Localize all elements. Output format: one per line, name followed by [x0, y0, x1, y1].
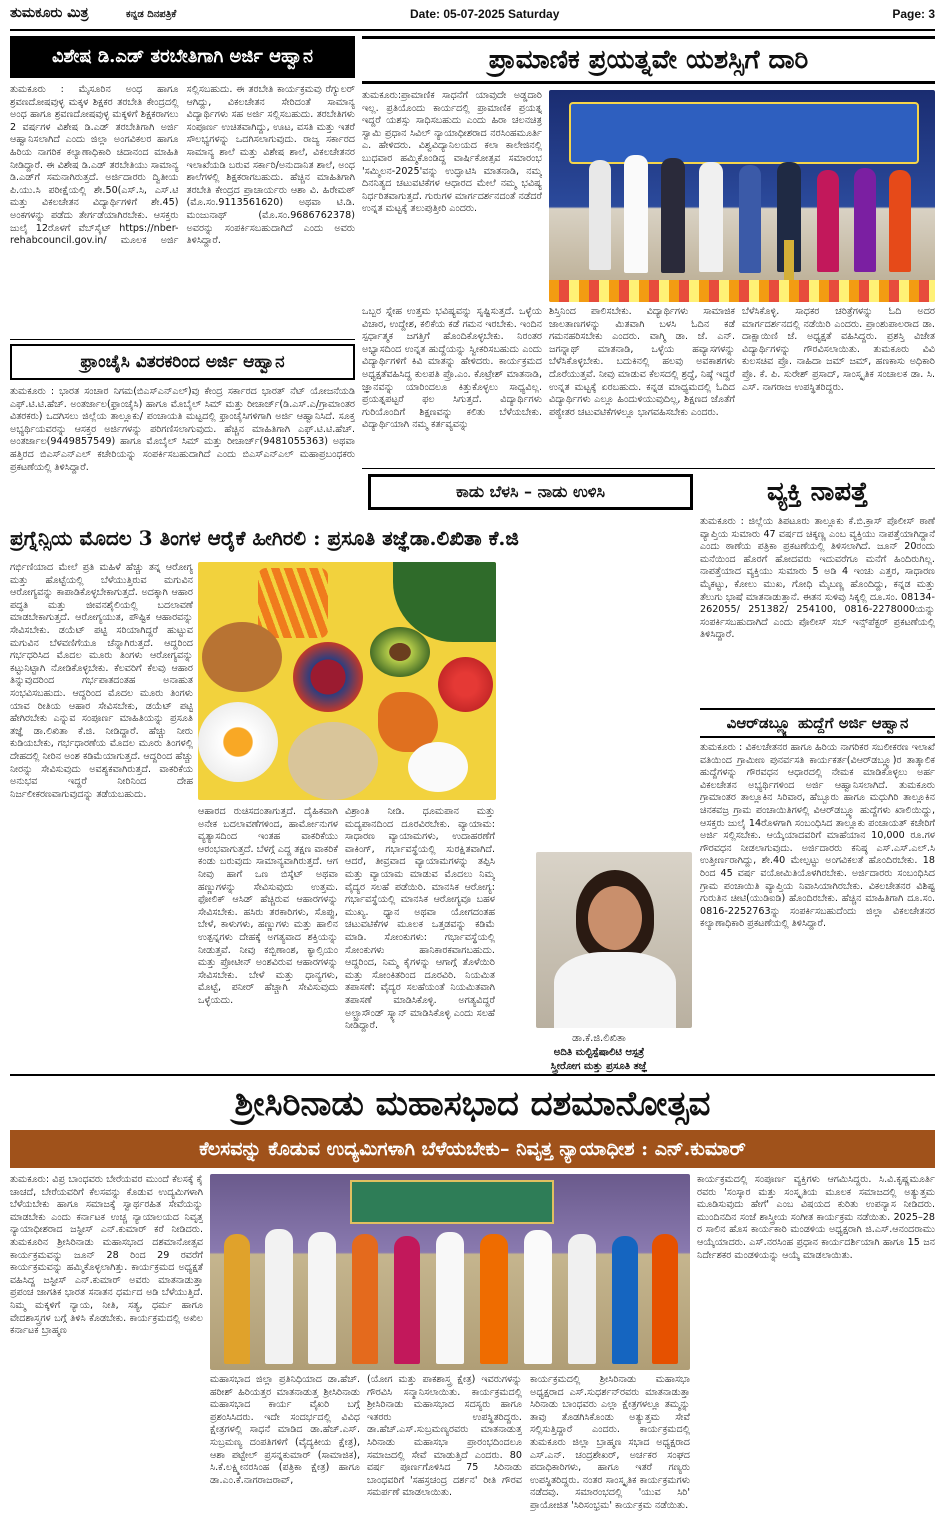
sirinadu-col3: (ಯೋಗ ಮತ್ತು ಪಾಕಶಾಸ್ತ್ರ ಕ್ಷೇತ್ರ) ಇವರುಗಳನ್ನು ಗೌರವಿಸಿ ಸನ್ಮಾನಿಸಲಾಯಿತು. ಕಾರ್ಯಕ್ರಮದಲ್ಲಿ ಶ್ರೀಸಿರಿನಾಡು ಮಹಾಸಭಾದ ಸದಸ್ಯರು ಹಾಗೂ ಇತರರು ಉಪಸ್ಥಿತರಿದ್ದರು. ಡಾ.ಹೆಚ್.ಎಸ್.ಸುಬ್ರಮಣ್ಯರವರು ಮಾತನಾಡುತ್ತ ಸಿರಿನಾಡು ಮಹಾಸಭಾ ಪ್ರಾರಂಭದಿಂದಲೂ ಸಮಾಜದಲ್ಲಿ ಸೇವೆ ಮಾಡುತ್ತಿದೆ ಎಂದರು. 80 ವರ್ಷ ಪೂರ್ಣಗೊಳಿಸಿದ 75 ಸಿರಿನಾಡು ಬಾಂಧವರಿಗೆ 'ಸಹಸ್ರಚಂದ್ರ ದರ್ಶನ' ರೀತಿ ಗೌರವ ಸಮರ್ಪಣೆ ಮಾಡಲಾಯಿತು.	[367, 1374, 522, 1499]
sirinadu-col4-text: ಕಾರ್ಯಕ್ರಮದಲ್ಲಿ ಶ್ರೀಸಿರಿನಾಡು ಮಹಾಸಭಾ ಅಧ್ಯಕ್ಷರಾದ ಎಸ್.ಸುಧರ್ಶನ್‌ರವರು ಮಾತನಾಡುತ್ತಾ ಸಿರಿನಾಡು ಬಾಂಧವರು ಎಲ್ಲಾ ಕ್ಷೇತ್ರಗಳಲ್ಲೂ ತಮ್ಮನ್ನು ತಾವು ತೊಡಗಿಸಿಕೊಂಡು ಅತ್ಯುತ್ತಮ ಸೇವೆ ಸಲ್ಲಿಸುತ್ತಿದ್ದಾರೆ ಎಂದರು. ಕಾರ್ಯಕ್ರಮದಲ್ಲಿ ತುಮಕೂರು ಜಿಲ್ಲಾ ಬ್ರಾಹ್ಮಣ ಸಭಾದ ಅಧ್ಯಕ್ಷರಾದ ಎಸ್.ಎನ್. ಚಂದ್ರಶೇಖರ್, ಅರ್ಚಕರ ಸಂಘದ ಪದಾಧಿಕಾರಿಗಳು, ಹಾಗೂ ಇತರೆ ಗಣ್ಯರು ಉಪಸ್ಥಿತರಿದ್ದರು. ನಂತರ ಸಾಂಸ್ಕೃತಿಕ ಕಾರ್ಯಕ್ರಮಗಳು ನಡೆದವು. ಸಮಾರಂಭದಲ್ಲಿ 'ಯುವ ಸಿರಿ' ಪ್ರಾಯೋಜಿತ 'ಸಿರಿಸಂಭ್ರಮ' ಕಾರ್ಯಕ್ರಮ ನಡೆಯಿತು.	[530, 1374, 690, 1511]
page-number: Page: 3	[892, 7, 935, 21]
masthead-rule	[10, 29, 935, 31]
person	[661, 158, 685, 273]
flower-decoration	[549, 280, 935, 302]
honesty-col2: ಒಬ್ಬರ ಸ್ನೇಹ ಉತ್ತಮ ಭವಿಷ್ಯವನ್ನು ಸೃಷ್ಟಿಸುತ್ತದೆ. ಒಳ್ಳೆಯ ವಿಚಾರ, ಉದ್ದೇಶ, ಕಲಿಕೆಯ ಕಡೆ ಗಮನ ಇರಬೇಕು. ಇಂದಿನ ಸ್ಪರ್ಧಾತ್ಮಕ ಜಗತ್ತಿಗೆ ಹೊಂದಿಕೊಳ್ಳಬೇಕು. ನಿರಂತರ ಅಭ್ಯಾಸದಿಂದ ಉನ್ನತ ಹುದ್ದೆಯನ್ನು ಸ್ವೀಕರಿಸಬಹುದು ಎಂದು ವಿದ್ಯಾರ್ಥಿಗಳಿಗೆ ಕಿವಿ ಮಾತನ್ನು ಹೇಳಿದರು. ಕಾರ್ಯಕ್ರಮದ ಅಧ್ಯಕ್ಷತೆವಹಿಸಿದ್ದ ಕುಲಪತಿ ಪ್ರೊ.ಎಂ. ಕೊಟ್ರೇಶ್ ಮಾತನಾಡಿ, ಜ್ಞಾನವನ್ನು ಯಾರಿಂದಲೂ ಕಿತ್ತುಕೊಳ್ಳಲು ಸಾಧ್ಯವಿಲ್ಲ. ಪ್ರಯತ್ನಪಟ್ಟರೆ ಫಲ ಸಿಗುತ್ತದೆ. ವಿದ್ಯಾರ್ಥಿಗಳು ಗುರಿಯೊಂದಿಗೆ ಶಿಕ್ಷಣವನ್ನು ಕಲಿತು ಬೆಳೆಯಬೇಕು. ವಿದ್ಯಾರ್ಥಿಯಾಗಿ ನಮ್ಮ ಕರ್ತವ್ಯವನ್ನು	[362, 306, 542, 431]
healthy-food-photo	[198, 562, 496, 800]
person	[352, 1234, 378, 1364]
franchise-headline: ಫ್ರಾಂಚೈಸಿ ವಿತರಕರಿಂದ ಅರ್ಜಿ ಆಹ್ವಾನ	[10, 344, 355, 380]
pregnancy-col3: ವಿಶ್ರಾಂತಿ ನೀಡಿ. ಧೂಮಪಾನ ಮತ್ತು ಮದ್ಯಪಾನದಿಂದ ದೂರವಿರಬೇಕು. ವ್ಯಾಯಾಮ: ಸಾಧಾರಣ ವ್ಯಾಯಾಮಗಳು, ಉದಾಹರಣೆಗೆ ವಾಕಿಂಗ್, ಗರ್ಭಾವಸ್ಥೆಯಲ್ಲಿ ಸುರಕ್ಷಿತವಾಗಿದೆ. ಆದರೆ, ತೀವ್ರವಾದ ವ್ಯಾಯಾಮಗಳನ್ನು ತಪ್ಪಿಸಿ ಮತ್ತು ವ್ಯಾಯಾಮ ಮಾಡುವ ಮೊದಲು ನಿಮ್ಮ ವೈದ್ಯರ ಸಲಹೆ ಪಡೆಯಿರಿ. ಮಾನಸಿಕ ಆರೋಗ್ಯ: ಗರ್ಭಾವಸ್ಥೆಯಲ್ಲಿ ಮಾನಸಿಕ ಆರೋಗ್ಯವೂ ಬಹಳ ಮುಖ್ಯ. ಧ್ಯಾನ ಅಥವಾ ಯೋಗದಂತಹ ಚಟುವಟಿಕೆಗಳ ಮೂಲಕ ಒತ್ತಡವನ್ನು ಕಡಿಮೆ ಮಾಡಿ. ಸೋಂಕುಗಳು: ಗರ್ಭಾವಸ್ಥೆಯಲ್ಲಿ ಸೋಂಕುಗಳು ಹಾನಿಕಾರಕವಾಗಬಹುದು. ಆದ್ದರಿಂದ, ನಿಮ್ಮ ಕೈಗಳನ್ನು ಆಗಾಗ್ಗೆ ತೊಳೆಯಿರಿ ಮತ್ತು ಸೋಂಕಿತರಿಂದ ದೂರವಿರಿ. ನಿಯಮಿತ ತಪಾಸಣೆ: ವೈದ್ಯರ ಸಲಹೆಯಂತೆ ನಿಯಮಿತವಾಗಿ ತಪಾಸಣೆ ಮಾಡಿಸಿಕೊಳ್ಳಿ. ಅಗತ್ಯವಿದ್ದರೆ ಅಲ್ಟ್ರಾಸೌಂಡ್ ಸ್ಕ್ಯಾನ್ ಮಾಡಿಸಿಕೊಳ್ಳಿ ಎಂದು ಸಲಹೆ ನೀಡಿದ್ದಾರೆ.	[345, 806, 495, 1032]
yogurt-bowl	[408, 742, 468, 792]
honesty-headline: ಪ್ರಾಮಾಣಿಕ ಪ್ರಯತ್ನವೇ ಯಶಸ್ಸಿಗೆ ದಾರಿ	[362, 36, 935, 84]
divider	[10, 339, 355, 340]
person	[265, 1229, 293, 1364]
person	[889, 170, 911, 272]
honesty-col3: ಶಿಸ್ತಿನಿಂದ ಪಾಲಿಸಬೇಕು. ವಿದ್ಯಾರ್ಥಿಗಳು ಸಾಮಾಜಿಕ ಜಾಲತಾಣಗಳನ್ನು ಮಿತವಾಗಿ ಬಳಸಿ ಓದಿನ ಕಡೆ ಗಮನಹರಿಸಬೇಕು ಎಂದರು. ವಾಗ್ಮಿ ಡಾ. ಜೆ. ಎನ್. ಜಗನ್ನಾಥ್ ಮಾತನಾಡಿ, ಒಳ್ಳೆಯ ಹವ್ಯಾಸಗಳನ್ನು ಬೆಳೆಸಿಕೊಳ್ಳಬೇಕು. ಬದುಕಿನಲ್ಲಿ ಹಲವು ಅವಕಾಶಗಳು ದೊರೆಯುತ್ತವೆ. ನೀವು ಮಾಡುವ ಕೆಲಸದಲ್ಲಿ ಶ್ರದ್ಧೆ, ನಿಷ್ಠೆ ಇದ್ದರೆ ಉನ್ನತ ಮಟ್ಟಕ್ಕೆ ಏರಬಹುದು. ಕನ್ನಡ ಮಾಧ್ಯಮದಲ್ಲಿ ಓದಿದ ವಿದ್ಯಾರ್ಥಿಗಳು ಎಲ್ಲೂ ಹಿಂದುಳಿಯುವುದಿಲ್ಲ, ಶಿಕ್ಷಣದ ಜೊತೆಗೆ ಪಠ್ಯೇತರ ಚಟುವಟಿಕೆಗಳಲ್ಲೂ ಭಾಗವಹಿಸಬೇಕು ಎಂದರು.	[549, 306, 735, 418]
person	[224, 1234, 250, 1364]
vrw-headline: ವಿಆರ್‌ಡಬ್ಲ್ಯೂ ಹುದ್ದೆಗೆ ಅರ್ಜಿ ಆಹ್ವಾನ	[700, 708, 935, 738]
sirinadu-col2: ಮಹಾಸಭಾದ ಜಿಲ್ಲಾ ಪ್ರತಿನಿಧಿಯಾದ ಡಾ.ಹೆಚ್. ಹರೀಶ್ ಹಿರಿಯತ್ತರ ಮಾತನಾಡುತ್ತ ಶ್ರೀಸಿರಿನಾಡು ಮಹಾಸಭಾದ ಕಾರ್ಯ ವೈಖರಿ ಬಗ್ಗೆ ಪ್ರಶಂಸಿಸಿದರು. ಇದೇ ಸಂದರ್ಭದಲ್ಲಿ ವಿವಿಧ ಕ್ಷೇತ್ರಗಳಲ್ಲಿ ಸಾಧನೆ ಮಾಡಿದ ಡಾ.ಹೆಚ್.ಎಸ್. ಸುಬ್ರಮಣ್ಯ ದಂಪತಿಗಳಿಗೆ (ವೈದ್ಯಕೀಯ ಕ್ಷೇತ್ರ), ಆಶಾ ಪಟ್ಟೇಲ್ ಪ್ರಸನ್ನಕುಮಾರ್ (ಸಾಮಾಜಿಕ), ಸಿ.ಕೆ.ಲಕ್ಷ್ಮೀನರಸಿಂಹ (ಪತ್ರಿಕಾ ಕ್ಷೇತ್ರ) ಹಾಗೂ ಡಾ.ಎಂ.ಕೆ.ನಾಗರಾಜರಾವ್,	[210, 1374, 360, 1486]
person	[308, 1232, 336, 1364]
logo: ತುಮಕೂರು ಮಿತ್ರ	[10, 5, 89, 21]
franchise-body: ತುಮಕೂರು : ಭಾರತ ಸಂಚಾರ ನಿಗಮ(ಬಿಎಸ್‌ಎನ್‌ಎಲ್)ವು ಕೇಂದ್ರ ಸರ್ಕಾರದ ಭಾರತ್ ನೆಟ್ ಯೋಜನೆಯಡಿ ಎಫ್.ಟಿ.ಟಿ.ಹೆಚ್. ಅಂತರ್ಜಾಲ(ಫ್ರಾಂಚೈಸಿ) ಹಾಗೂ ಮೊಬೈಲ್ ಸಿಮ್ ಮತ್ತು ರೀಚಾರ್ಜ್(ಡಿ.ಎಸ್.ಎ/ಗ್ರಾಮಾಂತರ ವಿತರಕರು) ಒದಗಿಸಲು ಜಿಲ್ಲೆಯ ತಾಲ್ಲೂಕು/ ಪಂಚಾಯತಿ ಮಟ್ಟದಲ್ಲಿ ಫ್ರಾಂಚೈಸಿಗಳಿಗಾಗಿ ಅರ್ಜಿ ಆಹ್ವಾನಿಸಿದೆ. ಸೂಕ್ತ ಅಭ್ಯರ್ಥಿಯವರನ್ನು ಆಸಕ್ತರ ಅರ್ಜಿಗಳನ್ನು ಪರಿಗಣಿಸಲಾಗುವುದು. ಹೆಚ್ಚಿನ ಮಾಹಿತಿಗಾಗಿ ಎಫ್.ಟಿ.ಟಿ.ಹೆಚ್. ಅಂತರ್ಜಾಲ(9449857549) ಹಾಗೂ ಮೊಬೈಲ್ ಸಿಮ್ ಮತ್ತು ರೀಚಾರ್ಜ್(9481055363) ಅಥವಾ ಹತ್ತಿರದ ಬಿಎಸ್‌ಎನ್‌ಎಲ್ ಕಚೇರಿಯನ್ನು ಸಂಪರ್ಕಿಸಬಹುದಾಗಿದೆ ಎಂದು ಬಿಎಸ್‌ಎನ್‌ಎಲ್ ಮಹಾಪ್ರಬಂಧಕರು ಪ್ರಕಟಣೆಯಲ್ಲಿ ತಿಳಿಸಿದ್ದಾರೆ.	[10, 386, 355, 473]
doctor-photo	[536, 852, 692, 1028]
deled-headline: ವಿಶೇಷ ಡಿ.ಎಡ್ ತರಬೇತಿಗಾಗಿ ಅರ್ಜಿ ಆಹ್ವಾನ	[10, 36, 355, 78]
vrw-body: ತುಮಕೂರು : ವಿಕಲಚೇತನರ ಹಾಗೂ ಹಿರಿಯ ನಾಗರಿಕರ ಸಬಲೀಕರಣ ಇಲಾಖೆ ವತಿಯಿಂದ ಗ್ರಾಮೀಣ ಪುನರ್ವಸತಿ ಕಾರ್ಯಕರ್ತ(ವಿಆರ್‌ಡಬ್ಲ್ಯೂ)ರ ತಾತ್ಕಾಲಿಕ ಹುದ್ದೆಗಳನ್ನು ಗೌರವಧನ ಆಧಾರದಲ್ಲಿ ನೇಮಕ ಮಾಡಿಕೊಳ್ಳಲು ಅರ್ಹ ವಿಕಲಚೇತನ ಅಭ್ಯರ್ಥಿಗಳಿಂದ ಅರ್ಜಿ ಆಹ್ವಾನಿಸಲಾಗಿದೆ. ತುಮಕೂರು ಗ್ರಾಮಾಂತರ ತಾಲ್ಲೂಕಿನ ಸಿರಿವಾರ, ಹೆಬ್ಬೂರು ಹಾಗೂ ಮಧುಗಿರಿ ತಾಲ್ಲೂಕಿನ ಚಿನಕವಜ್ರ ಗ್ರಾಮ ಪಂಚಾಯಿತಿಗಳಲ್ಲಿ ವಿಆರ್‌ಡಬ್ಲ್ಯೂ ಹುದ್ದೆಗಳು ಖಾಲಿಯಿದ್ದು, ಆಸಕ್ತರು ಜುಲೈ 14ರೊಳಗಾಗಿ ಸಂಬಂಧಿಸಿದ ತಾಲ್ಲೂಕು ಪಂಚಾಯತ್ ಕಚೇರಿಗೆ ಅರ್ಜಿ ಸಲ್ಲಿಸಬೇಕು. ಆಯ್ಕೆಯಾದವರಿಗೆ ಮಾಹೆಯಾನ 10,000 ರೂ.ಗಳ ಗೌರವಧನ ನೀಡಲಾಗುವುದು. ಅರ್ಜಿದಾರರು ಕನಿಷ್ಠ ಎಸ್.ಎಸ್.ಎಲ್.ಸಿ ಉತ್ತೀರ್ಣರಾಗಿದ್ದು, ಶೇ.40 ಮೇಲ್ಪಟ್ಟು ಅಂಗವಿಕಲತೆ ಹೊಂದಿರಬೇಕು. 18 ರಿಂದ 45 ವರ್ಷ ವಯೋಮಿತಿಯೊಳಗಿರಬೇಕು. ಅರ್ಜಿದಾರರು ಸಂಬಂಧಿಸಿದ ಗ್ರಾಮ ಪಂಚಾಯಿತಿ ವ್ಯಾಪ್ತಿಯ ನಿವಾಸಿಯಾಗಿರಬೇಕು. ವಿಕಲಚೇತನರ ವಿಶಿಷ್ಟ ಗುರುತಿನ ಚೀಟಿ(ಯುಡಿಐಡಿ) ಹೊಂದಿರಬೇಕು. ಹೆಚ್ಚಿನ ಮಾಹಿತಿಗಾಗಿ ದೂ.ಸಂ. 0816-2252763ನ್ನು ಸಂಪರ್ಕಿಸಬಹುದೆಂದು ಜಿಲ್ಲಾ ವಿಕಲಚೇತನರ ಕಲ್ಯಾಣಾಧಿಕಾರಿ ಪ್ರಕಟಣೆಯಲ್ಲಿ ತಿಳಿಸಿದ್ದಾರೆ.	[700, 742, 935, 930]
doctor-hospital: ಅದಿತಿ ಮಲ್ಟಿಸ್ಪೆಷಾಲಿಟಿ ಆಸ್ಪತ್ರೆ	[553, 1047, 645, 1058]
divider	[10, 1074, 935, 1076]
grain-bowl	[288, 722, 378, 800]
person	[394, 1236, 420, 1364]
person	[652, 1234, 678, 1364]
person	[612, 1236, 638, 1364]
sirinadu-subheadline: ಕೆಲಸವನ್ನು ಕೊಡುವ ಉದ್ಯಮಿಗಳಾಗಿ ಬೆಳೆಯಬೇಕು– ನಿವೃತ್ತ ನ್ಯಾಯಾಧೀಶ : ಎನ್.ಕುಮಾರ್	[10, 1130, 935, 1168]
carrots	[258, 568, 328, 638]
person	[524, 1230, 552, 1364]
person	[624, 155, 648, 273]
eggs	[198, 702, 278, 782]
sirinadu-col5: ಕಾರ್ಯಕ್ರಮದಲ್ಲಿ ಸಂಪೂರ್ಣ ವ್ಯಕ್ತಿಗಳು ಆಗಮಿಸಿದ್ದರು. ಸಿ.ವಿ.ಕೃಷ್ಣಮೂರ್ತಿ ರವರು 'ಸಂಸ್ಕಾರ ಮತ್ತು ಸಂಸ್ಕೃತಿಯ ಮೂಲಕ ಸಮಾಜದಲ್ಲಿ ಅತ್ಯುತ್ತಮ ಮೂಡಿಸುವುದು ಹೇಗೆ' ಎಂಬ ವಿಷಯದ ಕುರಿತು ಉಪನ್ಯಾಸ ನೀಡಿದರು. ಮುಂದಿನದಿನ ಸಂಜೆ ಶಾಸ್ತ್ರೀಯ ಸಂಗೀತ ಕಾರ್ಯಕ್ರಮ ನಡೆಯಿತು. 2025–28 ರ ಸಾಲಿನ ಹೊಸ ಕಾರ್ಯಕಾರಿ ಮಂಡಳಿಯ ಅಧ್ಯಕ್ಷರಾಗಿ ಜಿ.ಎಸ್.ಆನಂದರಾಮು ಆಯ್ಕೆಯಾದರು. ಎಸ್.ನರಸಿಂಹ ಪ್ರಧಾನ ಕಾರ್ಯದರ್ಶಿಯಾಗಿ ಹಾಗೂ 15 ಜನ ನಿರ್ದೇಶಕರ ಮಂಡಳಿಯನ್ನು ಆಯ್ಕೆ ಮಾಡಲಾಯಿತು.	[697, 1174, 935, 1261]
honesty-col1: ತುಮಕೂರು:ಪ್ರಾಮಾಣಿಕ ಸಾಧನೆಗೆ ಯಾವುದೇ ಅಡ್ಡದಾರಿ ಇಲ್ಲ. ಪ್ರತಿಯೊಂದು ಕಾರ್ಯದಲ್ಲಿ ಪ್ರಾಮಾಣಿಕ ಪ್ರಯತ್ನ ಇದ್ದರೆ ಯಶಸ್ಸು ಸಾಧಿಸಬಹುದು ಎಂದು ಹಿರಾ ಚಲನಚಿತ್ರ ಸ್ವಾಮಿ ಪ್ರಧಾನ ಸಿವಿಲ್ ನ್ಯಾಯಾಧೀಶರಾದ ನರಸಿಂಹಮೂರ್ತಿ ಎ. ಹೇಳಿದರು. ವಿಶ್ವವಿದ್ಯಾನಿಲಯದ ಕಲಾ ಕಾಲೇಜಿನಲ್ಲಿ ಬುಧವಾರ ಹಮ್ಮಿಕೊಂಡಿದ್ದ ವಾರ್ಷಿಕೋತ್ಸವ ಸಮಾರಂಭ 'ಸಮ್ಮಿಲನ-2025'ವನ್ನು ಉದ್ಘಾಟಿಸಿ ಮಾತನಾಡಿ, ನಮ್ಮ ದಿನನಿತ್ಯದ ಚಟುವಟಿಕೆಗಳ ಆಧಾರದ ಮೇಲೆ ನಮ್ಮ ಭವಿಷ್ಯ ನಿರ್ಧರಿತವಾಗುತ್ತದೆ. ಗುರುಗಳ ಮಾರ್ಗದರ್ಶನದಂತೆ ನಡೆದರೆ ಉನ್ನತ ಮಟ್ಟಕ್ಕೆ ತಲುಪುತ್ತೀರಿ ಎಂದರು.	[362, 90, 542, 215]
university-event-photo	[549, 90, 935, 302]
avocado	[370, 627, 430, 677]
ceremony-photo	[210, 1174, 690, 1370]
sirinadu-col1: ತುಮಕೂರು: ವಿಪ್ರ ಬಾಂಧವರು ಬೇರೆಯವರ ಮುಂದೆ ಕೆಲಸಕ್ಕೆ ಕೈ ಚಾಚದೆ, ಬೇರೆಯವರಿಗೆ ಕೆಲಸವನ್ನು ಕೊಡುವ ಉದ್ಯಮಿಗಳಾಗಿ ಬೆಳೆಯಬೇಕು ಹಾಗೂ ಸಮಾಜಕ್ಕೆ ಸ್ವಾರ್ಥರಹಿತ ಸೇವೆಯನ್ನು ಮಾಡಬೇಕು ಎಂದು ಕರ್ನಾಟಕ ಉಚ್ಚ ನ್ಯಾಯಾಲಯದ ನಿವೃತ್ತ ನ್ಯಾಯಾಧೀಶರಾದ ಜಸ್ಟೀಸ್ ಎನ್.ಕುಮಾರ್ ಕರೆ ನೀಡಿದರು. ತುಮಕೂರಿನ ಶ್ರೀಸಿರಿನಾಡು ಮಹಾಸಭಾದ ದಶಮಾನೋತ್ಸವ ಕಾರ್ಯಕ್ರಮವನ್ನು ಜೂನ್ 28 ರಿಂದ 29 ರವರೆಗೆ ಕಾರ್ಯಕ್ರಮವನ್ನು ಹಮ್ಮಿಕೊಳ್ಳಲಾಗಿತ್ತು. ಕಾರ್ಯಕ್ರಮದ ಅಧ್ಯಕ್ಷತೆ ವಹಿಸಿದ್ದ ಜಸ್ಟೀಸ್ ಎನ್.ಕುಮಾರ್ ಅವರು ಮಾತನಾಡುತ್ತಾ ಪ್ರಪಂಚ ಜಾಗತಿಕ ಭಾರತ ಸನಾತನ ಧರ್ಮದ ಅಡಿ ಬೆಳೆಯುತ್ತಿದೆ. ನಿಮ್ಮ ಮಕ್ಕಳಿಗೆ ನ್ಯಾಯ, ನೀತಿ, ಸತ್ಯ, ಧರ್ಮ ಹಾಗೂ ವೇದಶಾಸ್ತ್ರಗಳ ಬಗ್ಗೆ ತಿಳಿಸಿ ಕೊಡಬೇಕು. ಕಾರ್ಯಕ್ರಮದಲ್ಲಿ ಅಖಿಲ ಕರ್ನಾಟಕ ಬ್ರಾಹ್ಮಣ	[10, 1174, 203, 1337]
person	[480, 1234, 508, 1364]
doctor-name: ಡಾ.ಕೆ.ಜಿ.ಲಿಖಿತಾ	[572, 1033, 626, 1044]
masthead	[10, 4, 935, 30]
person	[699, 162, 723, 272]
missing-body: ತುಮಕೂರು : ಜಿಲ್ಲೆಯ ತಿಪಟೂರು ತಾಲ್ಲೂಕು ಕೆ.ಬಿ.ಕ್ರಾಸ್ ಪೊಲೀಸ್ ಠಾಣೆ ವ್ಯಾಪ್ತಿಯ ಸುಮಾರು 47 ವರ್ಷದ ಚಿಕ್ಕಣ್ಣ ಎಂಬ ವ್ಯಕ್ತಿಯು ನಾಪತ್ತೆಯಾಗಿದ್ದಾನೆ ಎಂದು ಠಾಣೆಯ ಪತ್ರಿಕಾ ಪ್ರಕಟಣೆಯಲ್ಲಿ ತಿಳಿಸಲಾಗಿದೆ. ಜೂನ್ 20ರಂದು ಮನೆಯಿಂದ ಹೊರಗೆ ಹೋದವರು ಇದುವರೆಗೂ ಮನೆಗೆ ಹಿಂದಿರುಗಿಲ್ಲ. ನಾಪತ್ತೆಯಾದ ವ್ಯಕ್ತಿಯು ಸುಮಾರು 5 ಅಡಿ 4 ಇಂಚು ಎತ್ತರ, ಸಾಧಾರಣ ಮೈಕಟ್ಟು, ಕೋಲು ಮುಖ, ಗೋಧಿ ಮೈಬಣ್ಣ ಹೊಂದಿದ್ದು, ಕನ್ನಡ ಮತ್ತು ತೆಲುಗು ಭಾಷೆ ಮಾತನಾಡುತ್ತಾನೆ. ಈತನ ಸುಳಿವು ಸಿಕ್ಕಲ್ಲಿ ದೂ.ಸಂ. 08134-262055/ 251382/ 254100, 0816-2278000ಯನ್ನು ಸಂಪರ್ಕಿಸಬಹುದಾಗಿದೆ ಎಂದು ಪೊಲೀಸ್ ಸಬ್ ಇನ್ಸ್‌ಪೆಕ್ಟರ್ ಪ್ರಕಟಣೆಯಲ್ಲಿ ತಿಳಿಸಿದ್ದಾರೆ.	[700, 516, 935, 641]
tagline: ಕನ್ನಡ ದಿನಪತ್ರಿಕೆ	[126, 9, 177, 20]
pregnancy-headline: ಪ್ರಗ್ನೆನ್ಸಿಯ ಮೊದಲ 3 ತಿಂಗಳ ಆರೈಕೆ ಹೀಗಿರಲಿ : ಪ್ರಸೂತಿ ತಜ್ಞೆಡಾ.ಲಿಖಿತಾ ಕೆ.ಜಿ	[10, 526, 519, 550]
person	[739, 165, 761, 273]
divider	[362, 468, 935, 469]
doctor-specialty: ಸ್ತ್ರೀರೋಗ ಮತ್ತು ಪ್ರಸೂತಿ ತಜ್ಞೆ	[550, 1061, 648, 1072]
page-date: Date: 05-07-2025 Saturday	[410, 7, 560, 21]
person	[436, 1232, 464, 1364]
pregnancy-col1: ಗರ್ಭಿಣಿಯಾದ ಮೇಲೆ ಪ್ರತಿ ಮಹಿಳೆ ಹೆಚ್ಚು ತನ್ನ ಆರೋಗ್ಯ ಮತ್ತು ಹೊಟ್ಟೆಯಲ್ಲಿ ಬೆಳೆಯುತ್ತಿರುವ ಮಗುವಿನ ಆರೋಗ್ಯವನ್ನು ಕಾಪಾಡಿಕೊಳ್ಳಬೇಕಾಗುತ್ತದೆ. ಅದಕ್ಕಾಗಿ ಆಹಾರ ಪದ್ಧತಿ ಮತ್ತು ಜೀವನಶೈಲಿಯಲ್ಲಿ ಬದಲಾವಣೆ ಮಾಡಬೇಕಾಗುತ್ತದೆ. ಆರೋಗ್ಯಯುತ, ಪೌಷ್ಟಿಕ ಆಹಾರವನ್ನು ಸೇವಿಸಬೇಕು. ಡಯೆಟ್ ಪಟ್ಟಿ ಸರಿಯಾಗಿದ್ದರೆ ಹುಟ್ಟುವ ಮಗುವಿನ ಬೆಳವಣಿಗೆಯೂ ಚೆನ್ನಾಗಿರುತ್ತದೆ. ಆದ್ದರಿಂದ ಗರ್ಭಧರಿಸಿದ ಮೊದಲ ಮೂರು ತಿಂಗಳು ಆರೋಗ್ಯವನ್ನು ಕಟ್ಟುನಿಟ್ಟಾಗಿ ನೋಡಿಕೊಳ್ಳಬೇಕು. ಕೆಲವರಿಗೆ ಕೆಲವು ಆಹಾರ ತಿನ್ನುವುದರಿಂದ ಗರ್ಭಪಾತದಂತಹ ಅನಾಹುತ ಸಂಭವಿಸಬಹುದು. ಆದ್ದರಿಂದ ಮೊದಲ ಮೂರು ತಿಂಗಳು ಯಾವ ರೀತಿಯ ಆಹಾರ ಸೇವಿಸಬೇಕು, ಡಯೆಟ್ ಪಟ್ಟಿ ಹೇಗಿರಬೇಕು ಎನ್ನುವ ಸಂಪೂರ್ಣ ಮಾಹಿತಿಯನ್ನು ಪ್ರಸೂತಿ ತಜ್ಞೆ ಡಾ.ಲಿಖಿತಾ ಕೆ.ಜಿ. ನೀಡಿದ್ದಾರೆ. ಹೆಚ್ಚು ನೀರು ಕುಡಿಯಬೇಕು, ಗರ್ಭಧಾರಣೆಯ ಮೊದಲ ಮೂರು ತಿಂಗಳಲ್ಲಿ ದೇಹದಲ್ಲಿ ನೀರಿನ ಅಂಶ ಕಡಿಮೆಯಾಗುತ್ತದೆ. ಆದ್ದರಿಂದ ಹೆಚ್ಚು ನೀರನ್ನು ಸೇವಿಸುವುದು ಅವಶ್ಯಕವಾಗಿರುತ್ತದೆ. ವಾಕರಿಕೆಯ ಅನುಭವ ಇದ್ದರೆ ನೀರಿನಿಂದ ದೇಹ ನಿರ್ಜಲೀಕರಣವಾಗುವುದನ್ನು ತಡೆಯಬಹುದು.	[10, 562, 193, 800]
slogan-box: ಕಾಡು ಬೆಳಸಿ – ನಾಡು ಉಳಿಸಿ	[368, 474, 693, 510]
person	[568, 1234, 596, 1364]
stage-banner	[350, 1180, 554, 1224]
tomatoes	[438, 657, 493, 712]
person	[589, 160, 611, 270]
doctor-coat	[554, 952, 676, 1028]
pregnancy-col2: ಆಹಾರದ ರುಚಿಸದಂತಾಗುತ್ತದೆ. ದೈಹಿಕವಾಗಿ ಅನೇಕ ಬದಲಾವಣೆಗಳಿಂದ, ಹಾರ್ಮೋನುಗಳ ವ್ಯತ್ಯಾಸದಿಂದ ಇಂತಹ ವಾಕರಿಕೆಯು ಆರಂಭವಾಗುತ್ತದೆ. ಬೆಳಗ್ಗೆ ಎದ್ದ ತಕ್ಷಣ ವಾಕರಿಕೆ ಕಂಡು ಬರುವುದು ಸಾಮಾನ್ಯವಾಗಿರುತ್ತದೆ. ಆಗ ನೀವು ಹಾಗೆ ಒಣ ಬಿಸ್ಕೆಟ್ ಅಥವಾ ಹಣ್ಣುಗಳನ್ನು ಸೇವಿಸುವುದು ಉತ್ತಮ. ಫೋಲಿಕ್ ಆಸಿಡ್ ಹೆಚ್ಚಿರುವ ಆಹಾರಗಳನ್ನು ಸೇವಿಸಬೇಕು. ಹಸಿರು ತರಕಾರಿಗಳು, ಸೊಪ್ಪು, ಬೇಳೆ, ಕಾಳುಗಳು, ಹಣ್ಣುಗಳು ಮತ್ತು ಹಾಲಿನ ಉತ್ಪನ್ನಗಳು ದೇಹಕ್ಕೆ ಅಗತ್ಯವಾದ ಶಕ್ತಿಯನ್ನು ನೀಡುತ್ತವೆ. ನೀವು ಕಬ್ಬಿಣಾಂಶ, ಕ್ಯಾಲ್ಸಿಯಂ ಮತ್ತು ಪ್ರೋಟೀನ್ ಅಂಶವಿರುವ ಆಹಾರಗಳನ್ನು ಸೇವಿಸಬೇಕು. ಬೇಳೆ ಮತ್ತು ಧಾನ್ಯಗಳು, ಮೊಟ್ಟೆ, ಪನೀರ್ ಹೆಚ್ಚಾಗಿ ಸೇವಿಸುವುದು ಒಳ್ಳೆಯದು.	[198, 806, 338, 1006]
honesty-col4: ಬೆಳೆಸಿಕೊಳ್ಳಿ. ಸಾಧಕರ ಚರಿತ್ರೆಗಳನ್ನು ಓದಿ ಅದರ ಮಾರ್ಗದರ್ಶನದಲ್ಲಿ ನಡೆಯಿರಿ ಎಂದರು. ಪ್ರಾಂಶುಪಾಲರಾದ ಡಾ. ದಾಕ್ಷಾಯಿಣಿ ಜೆ. ಅಧ್ಯಕ್ಷತೆ ವಹಿಸಿದ್ದರು. ಪ್ರಶಸ್ತಿ ವಿಜೇತ ವಿದ್ಯಾರ್ಥಿಗಳನ್ನು ಗೌರವಿಸಲಾಯಿತು. ತುಮಕೂರು ವಿವಿ ಕುಲಸಚಿವ ಪ್ರೊ. ನಾಹಿದಾ ಜಮ್ ಜಮ್, ಹಣಕಾಸು ಅಧಿಕಾರಿ ಪ್ರೊ. ಕೆ. ಪಿ. ಸುರೇಶ್ ಪ್ರಸಾದ್, ಸಾಂಸ್ಕೃತಿಕ ಸಂಚಾಲಕ ಡಾ. ಸಿ. ಎಸ್. ನಾಗರಾಜ ಉಪಸ್ಥಿತರಿದ್ದರು.	[742, 306, 935, 393]
person	[817, 170, 839, 272]
deled-body: ತುಮಕೂರು : ಮೈಸೂರಿನ ಅಂಧ ಹಾಗೂ ಶ್ರವಣದೋಷವುಳ್ಳ ಮಕ್ಕಳ ಶಿಕ್ಷಕರ ತರಬೇತಿ ಕೇಂದ್ರದಲ್ಲಿ ಅಂಧ ಹಾಗೂ ಶ್ರವಣದೋಷವುಳ್ಳ ಮಕ್ಕಳಿಗೆ ಶಿಕ್ಷಕರಾಗಲು 2 ವರ್ಷಗಳ ವಿಶೇಷ ಡಿ.ಎಡ್ ತರಬೇತಿಗಾಗಿ ಅರ್ಜಿ ಆಹ್ವಾನಿಸಲಾಗಿದೆ ಎಂದು ಜಿಲ್ಲಾ ಅಂಗವಿಕಲರ ಹಾಗೂ ಹಿರಿಯ ನಾಗರಿಕ ಕಲ್ಯಾಣಾಧಿಕಾರಿ ಚಿದಾನಂದ ಮಾಹಿತಿ ನೀಡಿದ್ದಾರೆ. ಈ ವಿಶೇಷ ಡಿ.ಎಡ್ ತರಬೇತಿಯು ಸಾಮಾನ್ಯ ಡಿ.ಎಡ್‌ಗೆ ಸಮನಾಗಿರುತ್ತದೆ. ಅರ್ಜಿದಾರರು ದ್ವಿತೀಯ ಪಿ.ಯು.ಸಿ ಪರೀಕ್ಷೆಯಲ್ಲಿ ಶೇ.50(ಎಸ್.ಸಿ, ಎಸ್.ಟಿ ಮತ್ತು ವಿಕಲಚೇತನ ವಿದ್ಯಾರ್ಥಿಗಳಿಗೆ ಶೇ.45) ಅಂಕಗಳನ್ನು ಪಡೆದು ತೇರ್ಗಡೆಯಾಗಿರಬೇಕು. ಆಸಕ್ತರು ಜುಲೈ 12ರೊಳಗೆ ವೆಬ್‌ಸೈಟ್ https://nber-rehabcouncil.gov.in/ ಮೂಲಕ ಅರ್ಜಿ ಸಲ್ಲಿಸಬಹುದು. ಈ ತರಬೇತಿ ಕಾರ್ಯಕ್ರಮವು ರೆಗ್ಯುಲರ್ ಆಗಿದ್ದು, ವಿಕಲಚೇತನ ಸೇರಿದಂತೆ ಸಾಮಾನ್ಯ ವಿದ್ಯಾರ್ಥಿಗಳು ಸಹ ಅರ್ಜಿ ಸಲ್ಲಿಸಬಹುದು. ತರಬೇತಿಗಳು ಸಂಪೂರ್ಣ ಉಚಿತವಾಗಿದ್ದು, ಊಟ, ವಸತಿ ಮತ್ತು ಇತರೆ ಸೌಲಭ್ಯಗಳನ್ನು ಒದಗಿಸಲಾಗುವುದು. ರಾಜ್ಯ ಸರ್ಕಾರದ ಸಾಮಾನ್ಯ ಶಾಲೆ ಮತ್ತು ವಿಶೇಷ ಶಾಲೆ, ವಿಕಲಚೇತನರ ಇಲಾಖೆಯಡಿ ಬರುವ ಸರ್ಕಾರಿ/ಅನುದಾನಿತ ಶಾಲೆ, ಅಂಧ ಶಾಲೆಗಳಲ್ಲಿ ಶಿಕ್ಷಕರಾಗಬಹುದು. ಹೆಚ್ಚಿನ ಮಾಹಿತಿಗಾಗಿ ತರಬೇತಿ ಕೇಂದ್ರದ ಪ್ರಾಚಾರ್ಯರು ಆಶಾ ವಿ. ಹಿರೇಮಠ್ (ಮೊ.ಸಂ.9113561620) ಅಥವಾ ಟಿ.ಡಿ. ಮಂಜುನಾಥ್ (ಮೊ.ಸಂ.9686762378) ಅವರನ್ನು ಸಂಪರ್ಕಿಸಬಹುದಾಗಿದೆ ಎಂದು ಅವರು ತಿಳಿಸಿದ್ದಾರೆ.	[10, 84, 355, 247]
doctor-face	[588, 886, 642, 950]
sirinadu-headline: ಶ್ರೀಸಿರಿನಾಡು ಮಹಾಸಭಾದ ದಶಮಾನೋತ್ಸವ	[234, 1084, 711, 1124]
nuts-bowl	[202, 622, 282, 692]
person	[854, 168, 876, 272]
berries-bowl	[293, 642, 363, 712]
missing-headline: ವ್ಯಕ್ತಿ ನಾಪತ್ತೆ	[766, 477, 869, 507]
stage-banner	[569, 102, 919, 164]
